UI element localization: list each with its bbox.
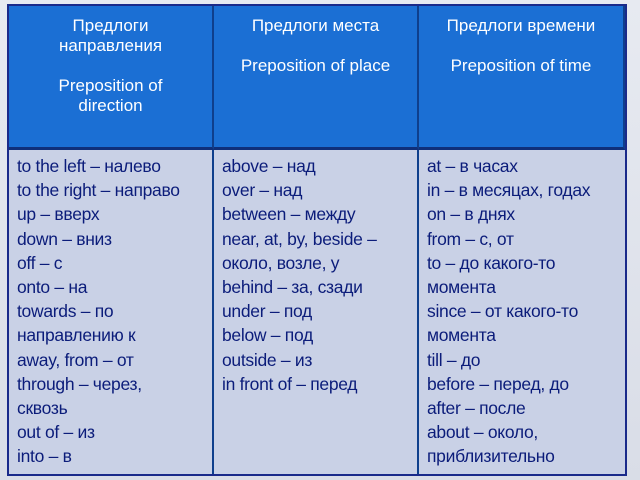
list-item: направлению к [17,325,136,346]
column-time [419,150,625,474]
list-item: up – вверх [17,204,100,225]
list-item: off – с [17,252,63,273]
header-direction-en: Preposition of direction [58,76,163,115]
list-item: около, возле, у [222,252,340,273]
list-item: сквозь [17,398,68,419]
list-item: till – до [427,349,481,370]
list-item: from – с, от [427,228,514,249]
list-item: onto – на [17,277,88,298]
list-item: over – над [222,180,303,201]
list-item: out of – из [17,422,95,443]
list-item: through – через, [17,373,142,394]
list-item: момента [427,277,496,298]
list-item: before – перед, до [427,373,569,394]
list-item: in front of – перед [222,373,358,394]
prepositions-table [7,4,627,476]
header-time-ru: Предлоги времени [446,16,596,35]
list-item: to – до какого-то [427,252,556,273]
header-time [419,6,625,150]
column-direction [9,150,214,474]
list-item: приблизительно [427,446,555,467]
list-item: away, from – от [17,349,134,370]
header-direction [9,6,214,150]
list-item: outside – из [222,349,313,370]
list-item: behind – за, сзади [222,277,363,298]
list-item: towards – по [17,301,114,322]
list-item: in – в месяцах, годах [427,180,591,201]
header-place-en: Preposition of place [240,56,391,75]
list-item: since – от какого-то [427,301,579,322]
header-time-en: Preposition of time [450,56,592,75]
list-item: between – между [222,204,356,225]
list-item: below – под [222,325,313,346]
list-item: down – вниз [17,228,112,249]
header-direction-ru: Предлоги направления [58,16,163,55]
list-item: under – под [222,301,312,322]
list-item: into – в [17,446,72,467]
list-item: to the right – направо [17,180,180,201]
list-item: on – в днях [427,204,515,225]
header-place-ru: Предлоги места [251,16,380,35]
list-item: about – около, [427,422,538,443]
list-item: above – над [222,156,316,176]
list-item: to the left – налево [17,156,161,176]
column-place [214,150,419,474]
list-item: at – в часах [427,156,518,176]
list-item: момента [427,325,496,346]
list-item: near, at, by, beside – [222,228,377,249]
list-item: after – после [427,398,526,419]
header-place [214,6,419,150]
